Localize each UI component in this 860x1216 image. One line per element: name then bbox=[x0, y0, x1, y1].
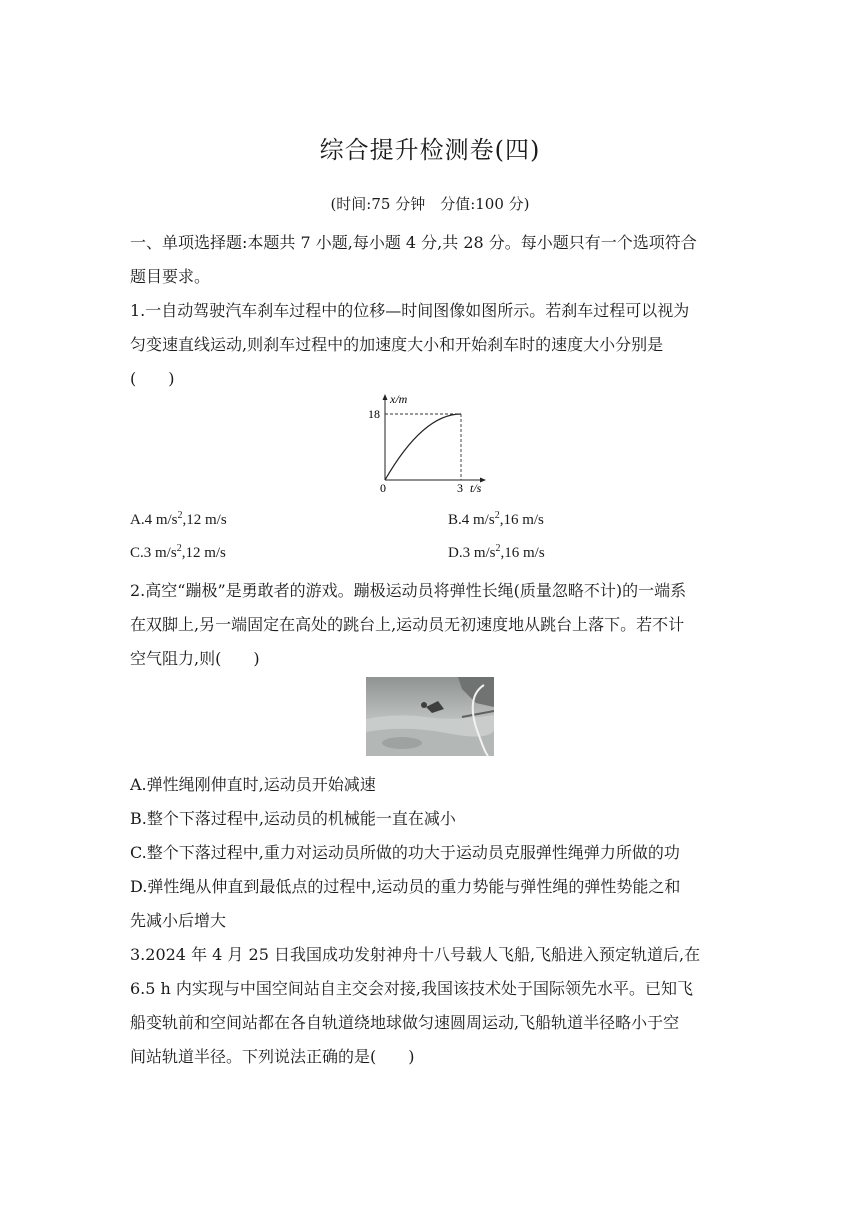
bungee-jumping-photo bbox=[366, 677, 494, 756]
y-axis-label: x/m bbox=[390, 392, 408, 406]
q2-stem-line-1: 2.高空“蹦极”是勇敢者的游戏。蹦极运动员将弹性长绳(质量忽略不计)的一端系 bbox=[130, 581, 687, 600]
q2-stem-line-2: 在双脚上,另一端固定在高处的跳台上,运动员无初速度地从跳台上落下。若不计 bbox=[130, 615, 685, 634]
q1-stem-line-2: 匀变速直线运动,则刹车过程中的加速度大小和开始刹车时的速度大小分别是 bbox=[130, 335, 664, 354]
y-tick-label: 18 bbox=[368, 407, 380, 421]
page-title: 综合提升检测卷(四) bbox=[319, 136, 541, 164]
x-axis-label: t/s bbox=[470, 481, 482, 495]
origin-label: 0 bbox=[380, 481, 386, 495]
q1-option-d[interactable]: D.3 $m/s^2,16$ m/s bbox=[448, 543, 545, 561]
q1-stem-line-1: 1.一自动驾驶汽车刹车过程中的位移—时间图像如图所示。若刹车过程可以视为 bbox=[130, 301, 690, 320]
q2-option-d-line-1[interactable]: D.弹性绳从伸直到最低点的过程中,运动员的重力势能与弹性绳的弹性势能之和 bbox=[130, 877, 681, 896]
q2-option-a[interactable]: A.弹性绳刚伸直时,运动员开始减速 bbox=[130, 775, 376, 794]
q3-stem-line-1: 3.2024 年 4 月 25 日我国成功发射神舟十八号载人飞船,飞船进入预定轨道后,在 bbox=[130, 945, 701, 964]
q1-option-b[interactable]: B.4 $m/s^2,16$ m/s bbox=[448, 510, 544, 528]
section-heading-line-1: 一、单项选择题:本题共 7 小题,每小题 4 分,共 28 分。每小题只有一个选项符合 bbox=[130, 233, 697, 252]
q1-option-c[interactable]: C.3 $m/s^2,12$ m/s bbox=[130, 543, 226, 561]
q2-option-c[interactable]: C.整个下落过程中,重力对运动员所做的功大于运动员克服弹性绳弹力所做的功 bbox=[130, 843, 680, 862]
q3-stem-line-4: 间站轨道半径。下列说法正确的是( ) bbox=[130, 1047, 415, 1066]
x-t-curve bbox=[385, 414, 461, 480]
q3-stem-line-2: 6.5 h 内实现与中国空间站自主交会对接,我国该技术处于国际领先水平。已知飞 bbox=[130, 979, 694, 998]
q3-stem-line-3: 船变轨前和空间站都在各自轨道绕地球做匀速圆周运动,飞船轨道半径略小于空 bbox=[130, 1013, 680, 1032]
x-tick-label: 3 bbox=[457, 481, 463, 495]
q2-option-b[interactable]: B.整个下落过程中,运动员的机械能一直在减小 bbox=[130, 809, 456, 828]
displacement-time-graph bbox=[366, 392, 496, 496]
q1-answer-blank: ( ) bbox=[130, 369, 175, 388]
y-axis-arrow-icon bbox=[383, 394, 388, 400]
exam-time-score: (时间:75 分钟 分值:100 分) bbox=[330, 195, 530, 213]
q2-option-d-line-2[interactable]: 先减小后增大 bbox=[130, 911, 227, 930]
q1-option-a[interactable]: A.4 $m/s^2,12$ m/s bbox=[130, 510, 227, 528]
q2-stem-line-3: 空气阻力,则( ) bbox=[130, 649, 260, 668]
section-heading-line-2: 题目要求。 bbox=[130, 267, 211, 286]
